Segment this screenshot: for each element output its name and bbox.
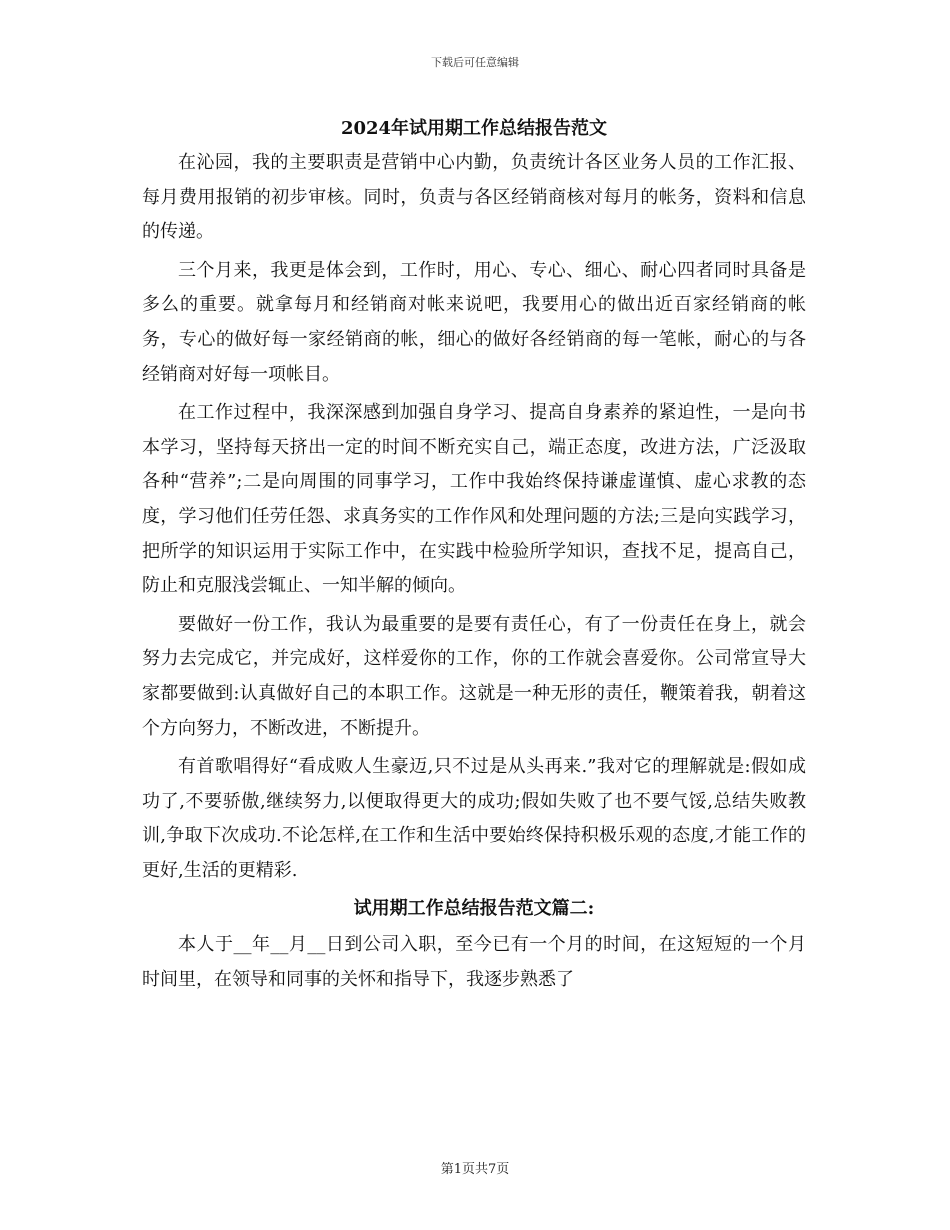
paragraph-2: 三个月来，我更是体会到，工作时，用心、专心、细心、耐心四者同时具备是多么的重要。就拿每月和经销商对帐来说吧，我要用心的做出近百家经销商的帐务，专心的做好每一家经销商的帐，细心的做好各经销商的每一笔帐，耐心的与各经销商对好每一项帐目。	[142, 259, 806, 385]
document-title: 2024年试用期工作总结报告范文	[340, 118, 608, 139]
paragraph-6: 本人于__年__月__日到公司入职，至今已有一个月的时间，在这短短的一个月时间里，在领导和同事的关怀和指导下，我逐步熟悉了	[142, 934, 806, 991]
paragraph-3: 在工作过程中，我深深感到加强自身学习、提高自身素养的紧迫性，一是向书本学习，坚持每天挤出一定的时间不断充实自己，端正态度，改进方法，广泛汲取各种“营养”;二是向周围的同事学习，工作中我始终保持谦虚谨慎、虚心求教的态度，学习他们任劳任怨、求真务实的工作作风和处理问题的方法;三是向实践学习，把所学的知识运用于实际工作中，在实践中检验所学知识，查找不足，提高自己，防止和克服浅尝辄止、一知半解的倾向。	[142, 402, 806, 597]
paragraph-1: 在沁园，我的主要职责是营销中心内勤，负责统计各区业务人员的工作汇报、每月费用报销的初步审核。同时，负责与各区经销商核对每月的帐务，资料和信息的传递。	[142, 152, 806, 243]
section-subtitle: 试用期工作总结报告范文篇二:	[353, 898, 595, 920]
paragraph-4: 要做好一份工作，我认为最重要的是要有责任心，有了一份责任在身上，就会努力去完成它，并完成好，这样爱你的工作，你的工作就会喜爱你。公司常宣导大家都要做到:认真做好自己的本职工作。这就是一种无形的责任，鞭策着我，朝着这个方向努力，不断改进，不断提升。	[142, 613, 806, 739]
document-body	[142, 112, 806, 1002]
paragraph-5: 有首歌唱得好“看成败人生豪迈,只不过是从头再来.”我对它的理解就是:假如成功了,不要骄傲,继续努力,以便取得更大的成功;假如失败了也不要气馁,总结失败教训,争取下次成功.不论怎样,在工作和生活中要始终保持积极乐观的态度,才能工作的更好,生活的更精彩.	[142, 756, 806, 881]
page-footer: 第1页共7页	[440, 1162, 510, 1177]
header-note: 下载后可任意编辑	[431, 56, 519, 69]
